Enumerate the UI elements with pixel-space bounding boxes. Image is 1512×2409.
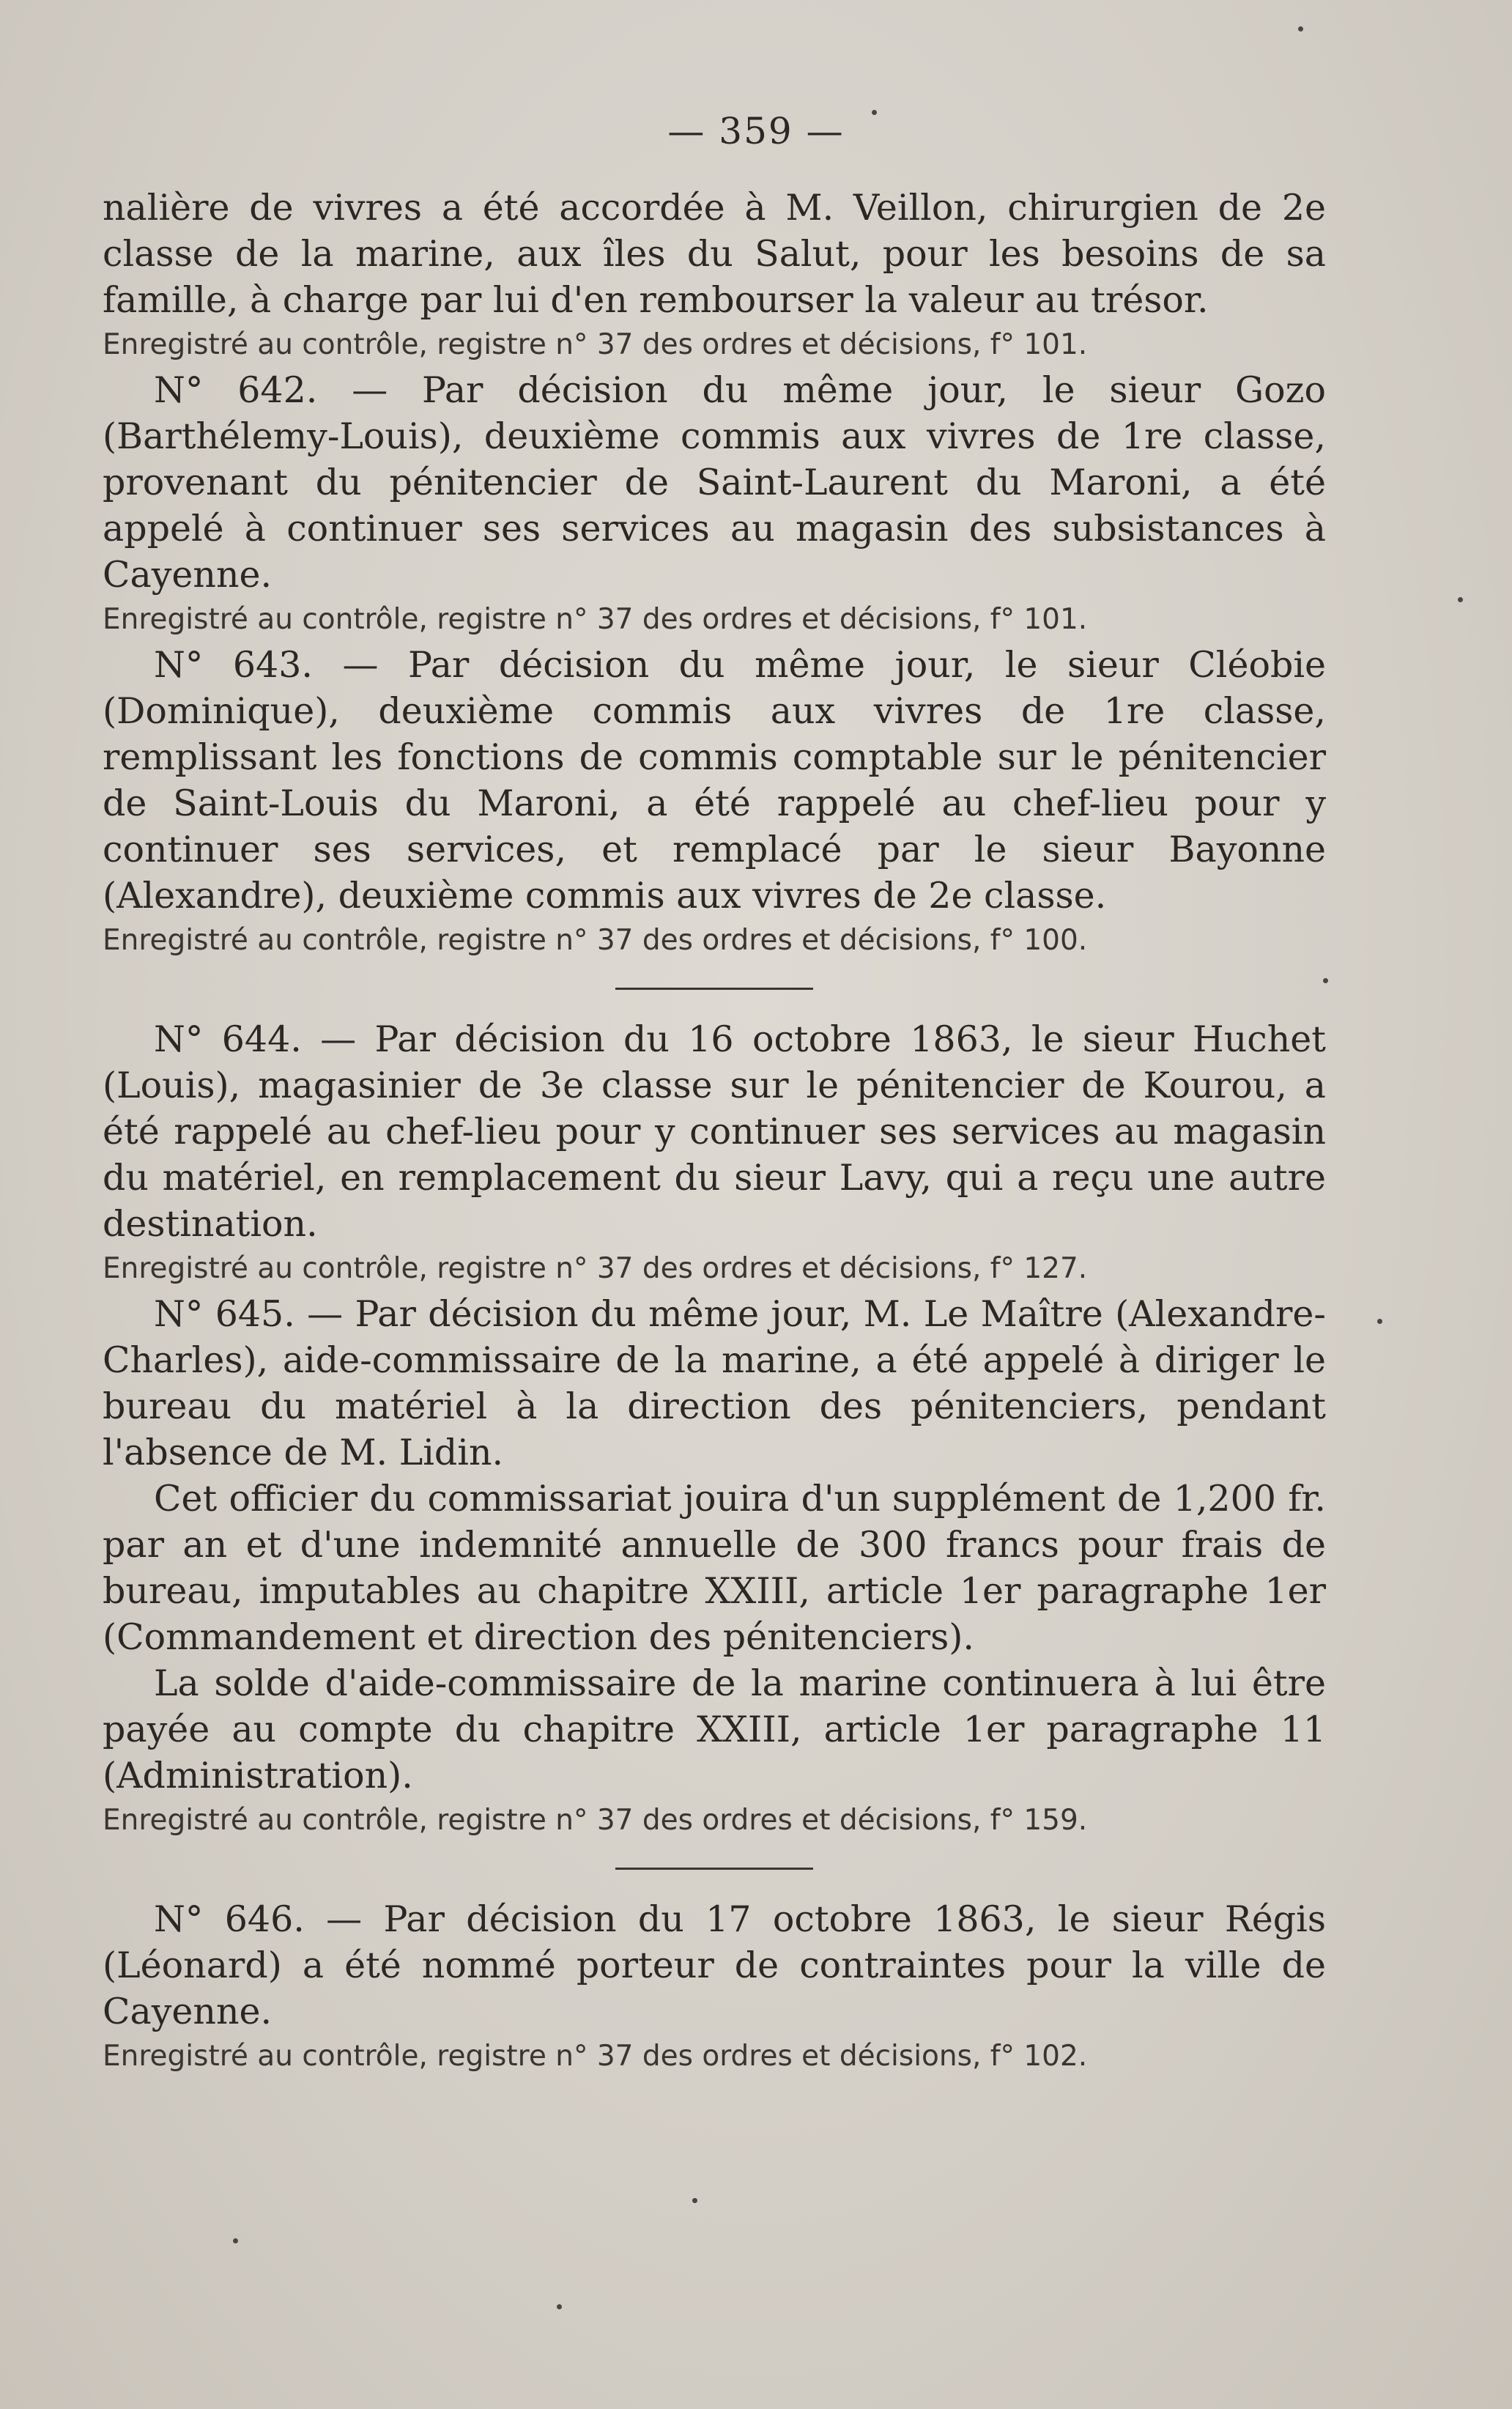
paper-speck	[233, 2238, 238, 2243]
paper-speck	[692, 2198, 697, 2203]
document-body	[103, 185, 1326, 2079]
entry-645-text: N° 645. — Par décision du même jour, M. Le Maître (Alexandre-Charles), aide-commissaire de la marine, a été appelé à diriger le bureau du matériel à la direction des pénitenciers, pendant l'absence de M. Lidin.	[103, 1293, 1326, 1473]
entry-641-register: Enregistré au contrôle, registre n° 37 des ordres et décisions, f° 101.	[103, 328, 1088, 361]
entry-644-register: Enregistré au contrôle, registre n° 37 des ordres et décisions, f° 127.	[103, 1252, 1088, 1285]
paper-speck	[1298, 26, 1303, 32]
entry-646-text: N° 646. — Par décision du 17 octobre 1863, le sieur Régis (Léonard) a été nommé porteur de contraintes pour la ville de Cayenne.	[103, 1898, 1326, 2032]
entry-645-supplement: Cet officier du commissariat jouira d'un supplément de 1,200 fr. par an et d'une indemnité annuelle de 300 francs pour frais de bureau, imputables au chapitre XXIII, article 1er paragraphe 1er (Commandement et direction des pénitenciers).	[103, 1478, 1326, 1658]
paper-speck	[872, 110, 877, 115]
entry-646-register: Enregistré au contrôle, registre n° 37 des ordres et décisions, f° 102.	[103, 2040, 1088, 2073]
paper-speck	[1377, 1319, 1382, 1324]
entry-644-text: N° 644. — Par décision du 16 octobre 1863, le sieur Huchet (Louis), magasinier de 3e classe sur le pénitencier de Kourou, a été rappelé au chef-lieu pour y continuer ses services au magasin du matériel, en remplacement du sieur Lavy, qui a reçu une autre destination.	[103, 1018, 1326, 1245]
entry-645-register: Enregistré au contrôle, registre n° 37 des ordres et décisions, f° 159.	[103, 1804, 1088, 1837]
paper-speck	[1323, 978, 1328, 983]
entry-643-register: Enregistré au contrôle, registre n° 37 des ordres et décisions, f° 100.	[103, 924, 1088, 957]
page-number: — 359 —	[667, 110, 845, 152]
entry-642-register: Enregistré au contrôle, registre n° 37 des ordres et décisions, f° 101.	[103, 603, 1088, 636]
entry-645-salary: La solde d'aide-commissaire de la marine continuera à lui être payée au compte du chapitre XXIII, article 1er paragraphe 11 (Administration).	[103, 1662, 1326, 1796]
paper-speck	[557, 2304, 562, 2309]
section-divider	[615, 1868, 813, 1870]
entry-643-text: N° 643. — Par décision du même jour, le sieur Cléobie (Dominique), deuxième commis aux vivres de 1re classe, remplissant les fonctions de commis comptable sur le pénitencier de Saint-Louis du Maroni, a été rappelé au chef-lieu pour y continuer ses services, et remplacé par le sieur Bayonne (Alexandre), deuxième commis aux vivres de 2e classe.	[103, 644, 1326, 917]
section-divider	[615, 988, 813, 990]
paper-speck	[1458, 597, 1463, 602]
entry-641-text: nalière de vivres a été accordée à M. Veillon, chirurgien de 2e classe de la marine, aux îles du Salut, pour les besoins de sa famille, à charge par lui d'en rembourser la valeur au trésor.	[103, 187, 1326, 321]
entry-642-text: N° 642. — Par décision du même jour, le sieur Gozo (Barthélemy-Louis), deuxième commis aux vivres de 1re classe, provenant du pénitencier de Saint-Laurent du Maroni, a été appelé à continuer ses services au magasin des subsistances à Cayenne.	[103, 369, 1326, 596]
